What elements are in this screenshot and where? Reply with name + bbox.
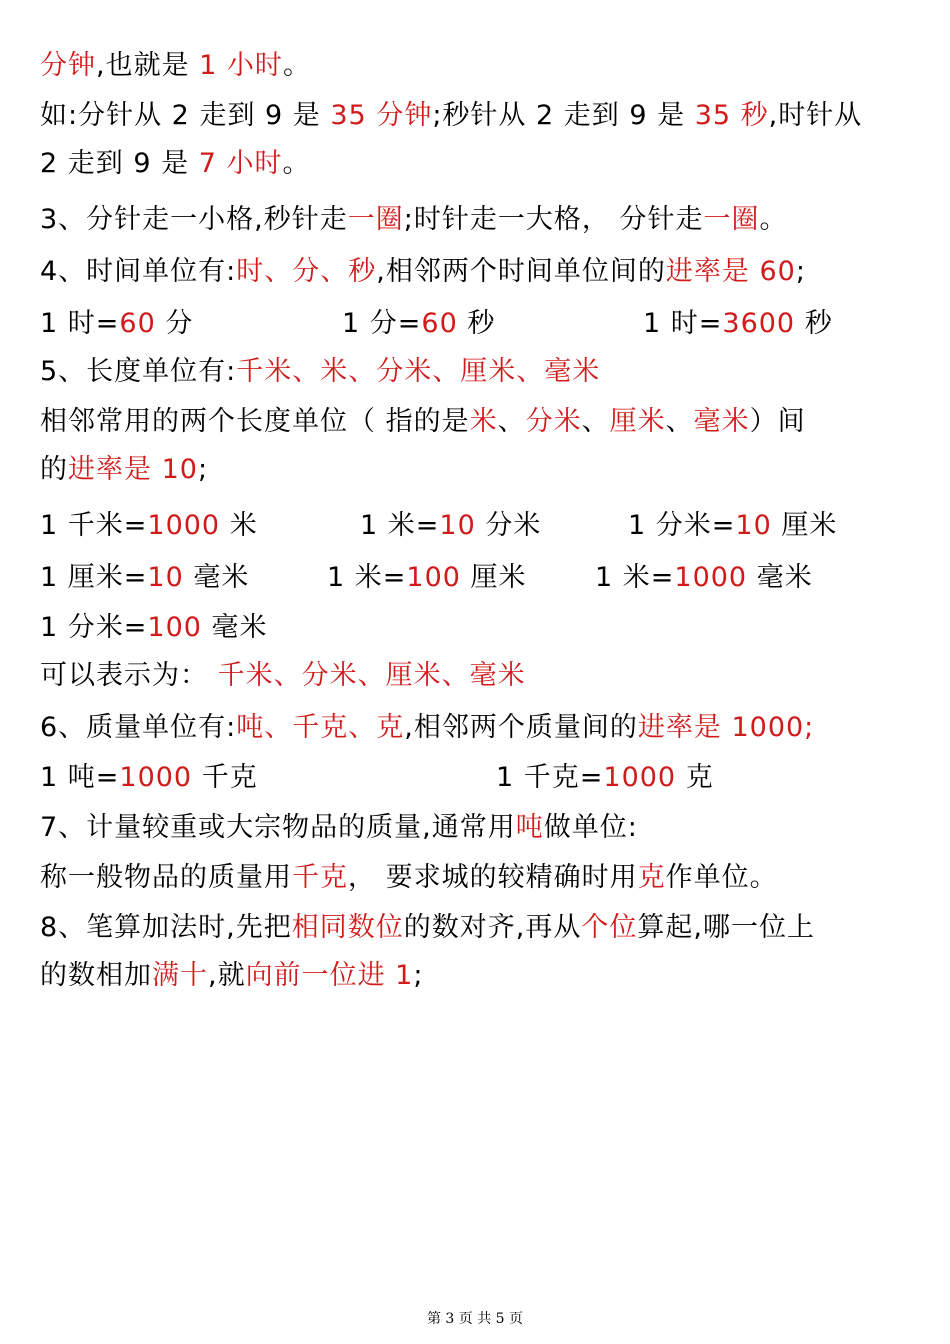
page-footer: 第 3 页 共 5 页 <box>426 1311 524 1327</box>
body-text: 。 <box>282 148 311 179</box>
highlighted-text: 千克 <box>292 862 348 893</box>
highlighted-text: 进率是 1000; <box>637 712 815 743</box>
highlighted-text: 1000 <box>147 510 221 541</box>
body-text: ）间 <box>749 406 806 437</box>
text-line <box>40 453 208 487</box>
conversion-row <box>40 611 910 645</box>
conversion-item <box>595 561 813 595</box>
body-text: ,时针从 <box>768 100 863 131</box>
text-line <box>40 959 423 993</box>
body-text: ; <box>413 960 424 991</box>
body-text: 5、长度单位有: <box>40 356 237 387</box>
text-line <box>40 99 862 133</box>
conversion-item <box>643 307 833 341</box>
body-text: 算起,哪一位上 <box>637 912 815 943</box>
body-text: 1 吨= <box>40 762 120 793</box>
highlighted-text: 一圈 <box>703 204 760 235</box>
conversion-item <box>40 611 268 645</box>
highlighted-text: 7 小时 <box>198 148 283 179</box>
body-text: 、 <box>581 406 610 437</box>
body-text: 6、质量单位有: <box>40 712 237 743</box>
highlighted-text: 一圈 <box>347 204 404 235</box>
body-text: 千克 <box>192 762 258 793</box>
body-text: 1 米= <box>595 562 675 593</box>
text-line <box>40 861 778 895</box>
text-line <box>40 147 310 181</box>
conversion-item <box>342 307 495 341</box>
highlighted-text: 10 <box>735 510 772 541</box>
highlighted-text: 10 <box>147 562 184 593</box>
highlighted-text: 60 <box>119 308 156 339</box>
conversion-item <box>40 761 258 795</box>
text-line <box>40 355 600 389</box>
body-text: 克 <box>676 762 714 793</box>
highlighted-text: 克 <box>637 862 666 893</box>
highlighted-text: 毫米 <box>693 406 750 437</box>
body-text: 2 走到 9 是 <box>40 148 199 179</box>
body-text: 1 分= <box>342 308 422 339</box>
highlighted-text: 厘米 <box>609 406 666 437</box>
text-line <box>40 659 526 693</box>
text-line <box>40 711 814 745</box>
conversion-row <box>40 561 910 595</box>
highlighted-text: 个位 <box>581 912 638 943</box>
highlighted-text: 进率是 10 <box>68 454 198 485</box>
text-line <box>40 811 638 845</box>
highlighted-text: 1000 <box>119 762 193 793</box>
body-text: 如:分针从 2 走到 9 是 <box>40 100 331 131</box>
body-text: 、 <box>665 406 694 437</box>
text-line <box>40 405 806 439</box>
body-text: 8、笔算加法时,先把 <box>40 912 292 943</box>
highlighted-text: 1000 <box>674 562 748 593</box>
body-text: 毫米 <box>183 562 250 593</box>
body-text: 1 厘米= <box>40 562 148 593</box>
conversion-item <box>496 761 714 795</box>
body-text: 7、计量较重或大宗物品的质量,通常用 <box>40 812 516 843</box>
highlighted-text: 1 小时 <box>199 50 283 81</box>
body-text: 称一般物品的质量用 <box>40 862 292 893</box>
highlighted-text: 1000 <box>603 762 677 793</box>
highlighted-text: 吨、千克、克 <box>236 712 405 743</box>
text-line <box>40 49 311 83</box>
highlighted-text: 35 分钟 <box>330 100 433 131</box>
body-text: 厘米 <box>771 510 838 541</box>
body-text: ,也就是 <box>96 50 200 81</box>
body-text: 1 时= <box>643 308 723 339</box>
body-text: 的数相加 <box>40 960 152 991</box>
body-text: 厘米 <box>460 562 527 593</box>
body-text: 米 <box>220 510 258 541</box>
body-text: 做单位: <box>543 812 638 843</box>
body-text: 1 时= <box>40 308 120 339</box>
highlighted-text: 吨 <box>515 812 544 843</box>
highlighted-text: 35 秒 <box>694 100 769 131</box>
body-text: 1 分米= <box>40 612 148 643</box>
body-text: 毫米 <box>747 562 813 593</box>
body-text: 1 米= <box>327 562 407 593</box>
body-text: 相邻常用的两个长度单位（ 指的是 <box>40 406 470 437</box>
body-text: 可以表示为： <box>40 660 218 691</box>
body-text: 。 <box>759 204 788 235</box>
body-text: ,就 <box>208 960 246 991</box>
body-text: ， 要求城的较精确时用 <box>348 862 638 893</box>
body-text: ; <box>795 256 806 287</box>
body-text: ;时针走一大格， 分针走 <box>403 204 704 235</box>
conversion-item <box>327 561 527 595</box>
conversion-item <box>40 561 249 595</box>
body-text: 分 <box>155 308 194 339</box>
highlighted-text: 分钟 <box>40 50 96 81</box>
conversion-row <box>40 307 910 341</box>
conversion-item <box>40 509 258 543</box>
body-text: 的数对齐,再从 <box>403 912 582 943</box>
body-text: 1 分米= <box>628 510 736 541</box>
conversion-row <box>40 761 910 795</box>
highlighted-text: 满十 <box>152 960 208 991</box>
text-line <box>40 203 787 237</box>
body-text: 4、时间单位有: <box>40 256 237 287</box>
body-text: 秒 <box>457 308 496 339</box>
highlighted-text: 进率是 60 <box>665 256 796 287</box>
body-text: 、 <box>497 406 526 437</box>
body-text: 3、分针走一小格,秒针走 <box>40 204 348 235</box>
conversion-item <box>628 509 837 543</box>
highlighted-text: 3600 <box>722 308 796 339</box>
highlighted-text: 向前一位进 1 <box>245 960 414 991</box>
text-line <box>40 911 815 945</box>
body-text: 的 <box>40 454 68 485</box>
text-line <box>40 255 806 289</box>
body-text: 1 千米= <box>40 510 148 541</box>
highlighted-text: 千米、分米、厘米、毫米 <box>217 660 526 691</box>
body-text: 分米 <box>475 510 542 541</box>
body-text: 毫米 <box>201 612 268 643</box>
body-text: ;秒针从 2 走到 9 是 <box>432 100 695 131</box>
highlighted-text: 千米、米、分米、厘米、毫米 <box>236 356 601 387</box>
highlighted-text: 60 <box>421 308 458 339</box>
body-text: ,相邻两个质量间的 <box>404 712 638 743</box>
highlighted-text: 时、分、秒 <box>236 256 377 287</box>
highlighted-text: 分米 <box>525 406 582 437</box>
highlighted-text: 10 <box>439 510 476 541</box>
body-text: 。 <box>282 50 311 81</box>
conversion-item <box>360 509 541 543</box>
highlighted-text: 相同数位 <box>291 912 404 943</box>
conversion-row <box>40 509 910 543</box>
body-text: 秒 <box>795 308 833 339</box>
body-text: ,相邻两个时间单位间的 <box>376 256 666 287</box>
body-text: 1 千克= <box>496 762 604 793</box>
highlighted-text: 100 <box>406 562 461 593</box>
body-text: ; <box>197 454 209 485</box>
conversion-item <box>40 307 193 341</box>
body-text: 1 米= <box>360 510 440 541</box>
highlighted-text: 100 <box>147 612 202 643</box>
highlighted-text: 米 <box>469 406 498 437</box>
body-text: 作单位。 <box>665 862 778 893</box>
